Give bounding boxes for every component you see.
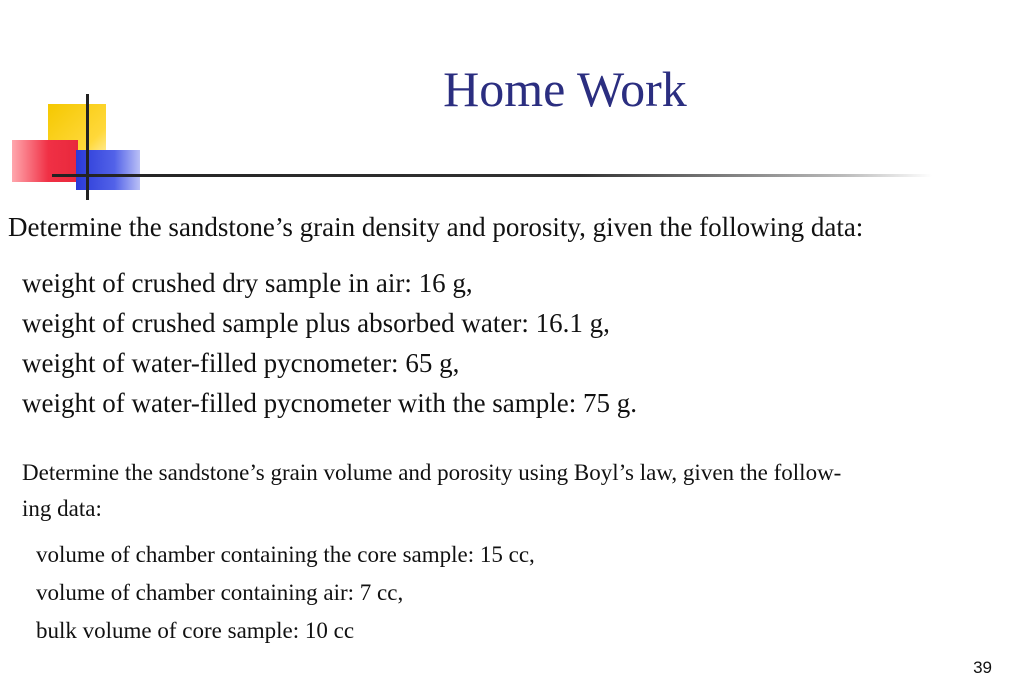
- problem2-data-list: [36, 536, 535, 650]
- list-item: weight of crushed sample plus absorbed water: 16.1 g,: [22, 308, 610, 338]
- list-item: weight of crushed dry sample in air: 16 g,: [22, 268, 473, 298]
- title-underline: [52, 174, 932, 177]
- list-item: volume of chamber containing air: 7 cc,: [36, 580, 404, 605]
- slide-title: Home Work: [443, 61, 687, 117]
- list-item: weight of water-filled pycnometer: 65 g,: [22, 348, 460, 378]
- problem2-intro: [22, 455, 1012, 527]
- list-item: weight of water-filled pycnometer with the sample: 75 g.: [22, 388, 638, 418]
- problem1-data-list: [22, 263, 637, 423]
- problem2-intro-line2: ing data:: [22, 496, 102, 521]
- problem1-intro: Determine the sandstone’s grain density and porosity, given the following data:: [8, 212, 864, 242]
- list-item: bulk volume of core sample: 10 cc: [36, 618, 355, 643]
- list-item: volume of chamber containing the core sample: 15 cc,: [36, 542, 535, 567]
- problem2-intro-line1: Determine the sandstone’s grain volume and porosity using Boyl’s law, given the follow-: [22, 460, 842, 485]
- page-number: 39: [973, 658, 992, 677]
